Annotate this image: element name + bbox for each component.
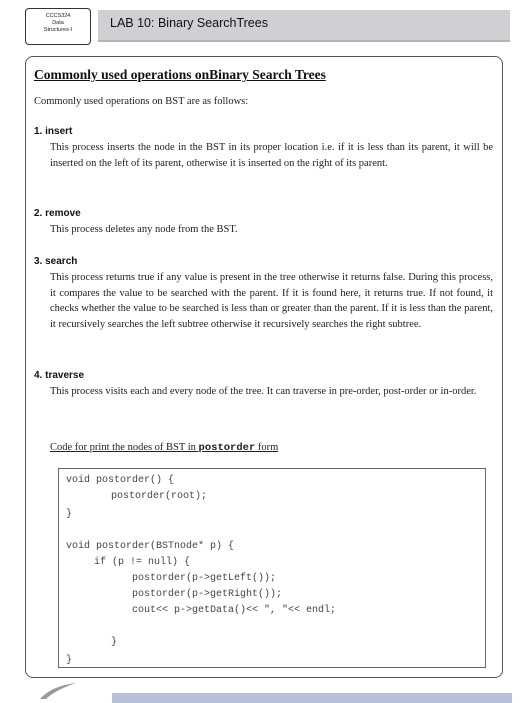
footer-bar: [112, 693, 512, 703]
code-heading-suffix: form: [255, 442, 279, 453]
code-heading: [50, 442, 278, 454]
section-intro: Commonly used operations on BST are as follows:: [34, 96, 249, 107]
code-block: [58, 468, 486, 668]
badge-line-1: Data: [52, 20, 64, 26]
operation-title-insert: 1. insert: [34, 126, 73, 137]
code-line: if (p != null) {: [94, 557, 191, 568]
code-line: }: [66, 509, 73, 520]
badge-line-course-code: CCCS324: [45, 13, 71, 19]
code-heading-keyword: postorder: [198, 442, 256, 454]
operation-body-traverse: This process visits each and every node of the tree. It can traverse in pre-order, post-order or in-order.: [50, 386, 477, 397]
title-bar: [98, 10, 510, 42]
page-header: [0, 0, 527, 46]
swoosh-logo-icon: [38, 682, 78, 700]
code-line: }: [66, 655, 73, 666]
code-line: void postorder(BSTnode* p) {: [66, 541, 235, 552]
operation-body-search: This process returns true if any value is present in the tree otherwise it returns false. During this process, it compares the value to be searched with the parent. If it is found here, it returns true. If not found, it checks whether the value to be searched is less than or greater than the parent. If it is less than the parent, it recursively searches the left subtree otherwise it recursively searches the right subtree.: [50, 272, 493, 330]
code-line: postorder(p->getLeft());: [132, 573, 277, 584]
badge-line-2: Structures-I: [43, 27, 73, 33]
operation-body-remove: This process deletes any node from the BST.: [50, 224, 238, 235]
lab-title: LAB 10: Binary SearchTrees: [110, 16, 268, 30]
operation-title-search: 3. search: [34, 256, 78, 267]
section-heading: Commonly used operations onBinary Search Trees: [34, 67, 326, 82]
operation-title-traverse: 4. traverse: [34, 370, 85, 381]
code-line: postorder(p->getRight());: [132, 589, 283, 600]
code-line: }: [111, 637, 118, 648]
code-heading-prefix: Code for print the nodes of BST in: [50, 442, 199, 453]
code-line: void postorder() {: [66, 475, 175, 486]
code-line: cout<< p->getData()<< ", "<< endl;: [132, 605, 337, 616]
operation-body-insert: This process inserts the node in the BST in its proper location i.e. if it is less than its parent, it will be inserted on the left of its parent, otherwise it is inserted on the right of its parent.: [50, 142, 493, 169]
operation-title-remove: 2. remove: [34, 208, 81, 219]
course-badge: [25, 8, 91, 45]
code-line: postorder(root);: [111, 491, 208, 502]
page-footer: [0, 680, 527, 700]
